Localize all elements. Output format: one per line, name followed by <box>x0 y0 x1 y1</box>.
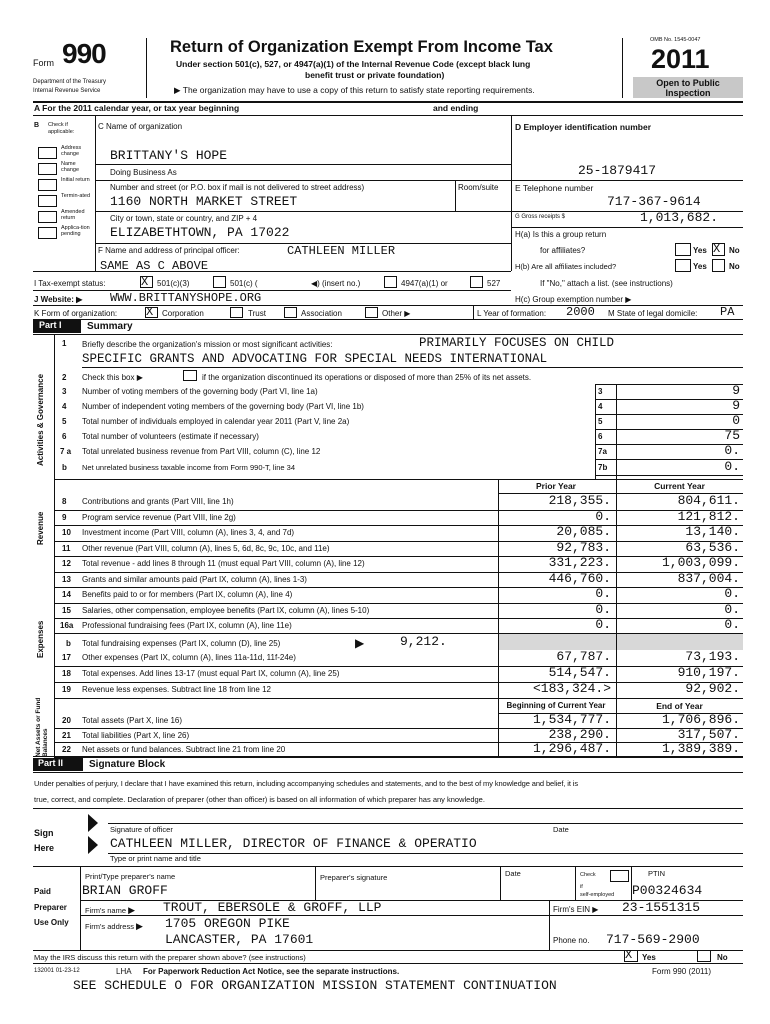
mission-line-2: SPECIFIC GRANTS AND ADVOCATING FOR SPECIAL NEEDS INTERNATIONAL <box>82 352 548 366</box>
city-label: City or town, state or country, and ZIP + 4 <box>110 214 258 223</box>
trust-label: Trust <box>248 309 266 318</box>
rule-c1 <box>95 164 511 165</box>
rev-current-3: 63,536. <box>685 539 740 555</box>
schedule-o-note: SEE SCHEDULE O FOR ORGANIZATION MISSION STATEMENT CONTINUATION <box>73 978 557 993</box>
preparer-label: Preparer <box>34 903 67 912</box>
rule-c3 <box>95 211 511 212</box>
rule-j <box>33 305 743 306</box>
phone-no-label: Phone no. <box>553 936 590 945</box>
firm-ein-label: Firm's EIN ▶ <box>553 905 599 914</box>
rule-c2 <box>95 180 511 181</box>
gov-line-value-1: 9 <box>732 398 740 413</box>
exp2-num-1: 18 <box>62 669 71 678</box>
gov-vline-2 <box>616 384 617 479</box>
irs-discuss-question: May the IRS discuss this return with the preparer shown above? (see instructions) <box>34 953 306 962</box>
form-word: Form <box>33 58 54 68</box>
rule-kl <box>473 305 474 319</box>
rule-prep-date <box>500 866 501 900</box>
fundraising-expenses: 9,212. <box>400 634 447 649</box>
gross-receipts-label: G Gross receipts $ <box>515 214 566 220</box>
rule-i <box>33 290 511 291</box>
header-divider-left <box>146 38 147 98</box>
exp-num-2: 15 <box>62 605 71 615</box>
ha-no-label: No <box>729 246 740 255</box>
gov-line-box-0: 3 <box>598 387 603 396</box>
exp2-rule-2 <box>54 698 743 699</box>
corporation-mark: X <box>146 305 154 319</box>
na-current-2: 1,389,389. <box>661 741 740 756</box>
line-2-num: 2 <box>62 373 67 382</box>
ptin-label: PTIN <box>648 869 666 878</box>
form-subtitle-2: benefit trust or private foundation) <box>305 70 445 80</box>
rev-current-2: 13,140. <box>685 524 740 539</box>
part-1-title: Summary <box>87 321 133 332</box>
gov-line-value-4: 0. <box>724 443 740 458</box>
line-l-label: L Year of formation: <box>477 309 547 318</box>
section-b-label-4: Amended return <box>61 209 85 221</box>
status-501c3-label: 501(c)(3) <box>157 279 190 288</box>
gov-line-num-0: 3 <box>62 387 67 396</box>
line-2-label-b: if the organization discontinued its operations or disposed of more than 25% of its net assets. <box>202 373 532 382</box>
na-label-2: Net assets or fund balances. Subtract line 21 from line 20 <box>82 745 286 754</box>
ha-label-2: for affiliates? <box>540 246 586 255</box>
rule-prep <box>80 866 81 950</box>
year-of-formation: 2000 <box>566 305 595 319</box>
hc-label: H(c) Group exemption number ▶ <box>515 295 632 304</box>
exp2-current-0: 73,193. <box>685 649 740 664</box>
perjury-text-1: Under penalties of perjury, I declare that I have examined this return, including accompanying schedules and statements, and to the best of my knowledge and belief, it is <box>34 779 579 788</box>
hb-no-checkbox[interactable] <box>712 259 725 272</box>
gov-line-box-2: 5 <box>598 417 603 426</box>
status-4947-label: 4947(a)(1) or <box>401 279 448 288</box>
exp2-current-1: 910,197. <box>677 665 740 680</box>
gov-line-num-3: 6 <box>62 432 67 441</box>
perjury-text-2: true, correct, and complete. Declaration of preparer (other than officer) is based on all information of which preparer has any knowledge. <box>34 795 485 804</box>
rule-d <box>511 180 743 181</box>
na-prior-0: 1,534,777. <box>532 712 611 727</box>
preparer-name: BRIAN GROFF <box>82 883 168 898</box>
rule-gov-end <box>54 479 743 480</box>
na-label-0: Total assets (Part X, line 16) <box>82 716 183 725</box>
status-527-checkbox[interactable] <box>470 276 483 288</box>
hb-yes-checkbox[interactable] <box>675 259 691 272</box>
website-value: WWW.BRITTANYSHOPE.ORG <box>110 291 262 305</box>
exp2-num-2: 19 <box>62 685 71 694</box>
rule-g <box>511 227 743 228</box>
firm-name: TROUT, EBERSOLE & GROFF, LLP <box>163 900 382 915</box>
na-current-0: 1,706,896. <box>661 712 740 727</box>
rev-current-4: 1,003,099. <box>661 555 740 570</box>
discuss-yes-mark: X <box>625 948 633 962</box>
rev-num-1: 9 <box>62 512 67 522</box>
rule-firm-ein <box>549 900 550 950</box>
rule-prep-sig <box>315 866 316 900</box>
firm-ein: 23-1551315 <box>622 900 701 915</box>
firm-name-label: Firm's name ▶ <box>85 905 136 915</box>
preparer-sig-label[interactable]: Preparer's signature <box>320 873 388 882</box>
gov-line-label-2: Total number of individuals employed in calendar year 2011 (Part V, line 2a) <box>82 417 350 426</box>
side-activities-governance: Activities & Governance <box>36 373 45 466</box>
website-label: J Website: ▶ <box>34 295 83 304</box>
rule-room <box>455 180 456 211</box>
side-expenses: Expenses <box>36 620 45 658</box>
association-label: Association <box>301 309 342 318</box>
dept-line-2: Internal Revenue Service <box>33 88 101 94</box>
rule-k <box>33 319 743 320</box>
paperwork-notice: For Paperwork Reduction Act Notice, see the separate instructions. <box>143 967 400 976</box>
preparer-name-label: Print/Type preparer's name <box>85 872 176 881</box>
rule-a <box>33 115 743 116</box>
rule-p1 <box>33 334 743 335</box>
gov-line-num-5: b <box>62 463 67 472</box>
line-1-num: 1 <box>62 339 67 348</box>
line-a-label: A For the 2011 calendar year, or tax year beginning <box>34 103 240 113</box>
exp-current-3: 0. <box>724 616 740 632</box>
form-subtitle-3: ▶ The organization may have to use a copy of this return to satisfy state reporting requirements. <box>174 85 535 95</box>
ha-label: H(a) Is this a group return <box>515 230 607 239</box>
status-501c3-mark: X <box>141 275 149 289</box>
street-label: Number and street (or P.O. box if mail is not delivered to street address) <box>110 183 365 192</box>
other-checkbox[interactable] <box>365 307 378 318</box>
line-k-label: K Form of organization: <box>34 309 118 318</box>
line-1-label: Briefly describe the organization's mission or most significant activities: <box>82 340 333 349</box>
exp-num-3: 16a <box>60 620 74 630</box>
ein-value: 25-1879417 <box>578 163 657 178</box>
ha-yes-label: Yes <box>693 246 707 255</box>
section-b-checkbox-1[interactable] <box>38 163 57 175</box>
if-label: if <box>580 884 583 890</box>
hb-yes-label: Yes <box>693 262 707 271</box>
status-501c-label: 501(c) ( <box>230 279 258 288</box>
section-b-label-3: Termin-ated <box>61 193 91 199</box>
other-label: Other ▶ <box>382 309 411 318</box>
part-2-tag: Part II <box>33 758 83 771</box>
side-revenue: Revenue <box>36 511 45 545</box>
rev-prior-1: 0. <box>595 508 611 524</box>
form-reference: Form 990 (2011) <box>652 967 711 976</box>
exp2-prior-1: 514,547. <box>548 665 611 680</box>
exp-rule-3 <box>54 633 743 634</box>
association-checkbox[interactable] <box>284 307 297 318</box>
status-527-label: 527 <box>487 279 501 288</box>
exp-label-0: Grants and similar amounts paid (Part IX, column (A), lines 1-3) <box>82 575 307 584</box>
sign-arrow-1 <box>88 814 98 832</box>
line-16b-shaded <box>498 634 743 650</box>
dba-label: Doing Business As <box>110 168 177 177</box>
exp-prior-1: 0. <box>595 586 611 602</box>
section-b-label-2: Initial return <box>61 177 90 183</box>
preparer-ptin: P00324634 <box>632 883 703 898</box>
rev-num-4: 12 <box>62 559 71 568</box>
ha-yes-checkbox[interactable] <box>675 243 691 256</box>
exp2-label-2: Revenue less expenses. Subtract line 18 from line 12 <box>82 685 271 694</box>
section-b-label: B <box>34 122 40 129</box>
gov-line-value-5: 0. <box>724 459 740 474</box>
city-state-zip: ELIZABETHTOWN, PA 17022 <box>110 225 290 240</box>
section-b-checkbox-3[interactable] <box>38 195 57 207</box>
line-2-label-a: Check this box ▶ <box>82 373 143 382</box>
header-divider-right <box>622 38 623 98</box>
use-only-label: Use Only <box>34 918 69 927</box>
discontinued-checkbox[interactable] <box>183 370 197 381</box>
rev-prior-0: 218,355. <box>548 493 611 508</box>
officer-name: CATHLEEN MILLER <box>287 244 396 258</box>
exp-num-0: 13 <box>62 575 71 584</box>
form-code: 132001 01-23-12 <box>34 968 80 974</box>
form-title: Return of Organization Exempt From Income Tax <box>170 38 553 56</box>
line-16b-num: b <box>66 639 71 648</box>
rev-label-2: Investment income (Part VIII, column (A), lines 3, 4, and 7d) <box>82 528 295 537</box>
section-b-checkbox-2[interactable] <box>38 179 57 191</box>
na-current-1: 317,507. <box>677 726 740 742</box>
here-label: Here <box>34 843 55 853</box>
paid-label: Paid <box>34 887 51 896</box>
hb-note: If "No," attach a list. (see instructions) <box>540 279 673 288</box>
rule-b <box>95 115 96 271</box>
check-if: Check if <box>48 122 68 128</box>
gov-line-value-0: 9 <box>732 383 740 398</box>
col-beginning: Beginning of Current Year <box>506 701 606 710</box>
rule-footer <box>33 963 743 964</box>
lha: LHA <box>116 967 132 976</box>
gov-line-num-1: 4 <box>62 402 67 411</box>
gov-line-label-0: Number of voting members of the governing body (Part VI, line 1a) <box>82 387 318 396</box>
section-b-label-0: Address change <box>61 145 82 157</box>
form-subtitle-1: Under section 501(c), 527, or 4947(a)(1) of the Internal Revenue Code (except black lung <box>176 59 531 69</box>
corporation-label: Corporation <box>162 309 204 318</box>
tax-year: 2011 <box>651 44 710 74</box>
rule-de <box>511 115 512 271</box>
applicable: applicable: <box>48 129 75 135</box>
gross-receipts-value: 1,013,682. <box>640 210 719 225</box>
firm-address-label: Firm's address ▶ <box>85 921 143 931</box>
inspection: Inspection <box>665 88 711 98</box>
exp-label-1: Benefits paid to or for members (Part IX, column (A), line 4) <box>82 590 293 600</box>
rev-num-0: 8 <box>62 497 67 506</box>
arrow-16b: ▶ <box>355 636 365 650</box>
exp2-label-1: Total expenses. Add lines 13-17 (must equal Part IX, column (A), line 25) <box>82 669 340 678</box>
sign-label: Sign <box>34 828 54 838</box>
rev-label-3: Other revenue (Part VIII, column (A), lines 5, 6d, 8c, 9c, 10c, and 11e) <box>82 543 330 553</box>
insert-no: ◀) (insert no.) <box>311 279 361 288</box>
line-i-label: I Tax-exempt status: <box>34 279 106 288</box>
exp-num-1: 14 <box>62 590 71 600</box>
mission-line-1: PRIMARILY FOCUSES ON CHILD <box>419 336 615 350</box>
preparer-phone: 717-569-2900 <box>606 932 700 947</box>
ha-no-mark: X <box>713 242 721 256</box>
col-prior-year: Prior Year <box>535 481 576 491</box>
line-m-label: M State of legal domicile: <box>608 309 698 318</box>
signature-of-officer-label: Signature of officer <box>110 825 173 834</box>
officer-address: SAME AS C ABOVE <box>100 259 209 273</box>
gov-line-box-4: 7a <box>598 447 607 456</box>
exp-current-2: 0. <box>724 601 740 617</box>
gov-rule-5 <box>595 475 743 476</box>
exp2-current-2: 92,902. <box>685 681 740 696</box>
status-4947-checkbox[interactable] <box>384 276 397 288</box>
section-b-label-5: Applica-tion pending <box>61 225 90 237</box>
section-b-checkbox-0[interactable] <box>38 147 57 159</box>
rev-prior-4: 331,223. <box>548 555 611 570</box>
gov-line-label-4: Total unrelated business revenue from Part VIII, column (C), line 12 <box>82 447 321 456</box>
officer-signature-line[interactable] <box>108 823 743 824</box>
exp-current-1: 0. <box>724 586 740 602</box>
discuss-no-label: No <box>717 953 728 962</box>
col-current-year: Current Year <box>654 481 705 491</box>
rule-p2 <box>33 772 743 773</box>
line-a-ending: and ending <box>433 103 479 113</box>
street-address: 1160 NORTH MARKET STREET <box>110 194 298 209</box>
self-employed-checkbox[interactable] <box>610 870 629 882</box>
exp-label-3: Professional fundraising fees (Part IX, column (A), line 11e) <box>82 620 292 630</box>
na-rule-2 <box>54 757 743 758</box>
open-to-public: Open to Public <box>656 78 720 88</box>
room-label: Room/suite <box>458 183 499 192</box>
section-e-label: E Telephone number <box>515 183 594 193</box>
gov-line-num-2: 5 <box>62 417 67 426</box>
officer-name-title: CATHLEEN MILLER, DIRECTOR OF FINANCE & OPERATIO <box>110 836 477 851</box>
gov-top <box>595 384 743 385</box>
trust-checkbox[interactable] <box>230 307 243 318</box>
rev-num-3: 11 <box>62 543 71 553</box>
check-label: Check <box>580 872 596 878</box>
sign-date-label: Date <box>553 825 569 834</box>
organization-name: BRITTANY'S HOPE <box>110 148 228 163</box>
na-num-1: 21 <box>62 730 71 740</box>
type-print-label: Type or print name and title <box>110 854 201 863</box>
na-label-1: Total liabilities (Part X, line 26) <box>82 730 190 740</box>
hb-no-label: No <box>729 262 740 271</box>
exp-label-2: Salaries, other compensation, employee benefits (Part IX, column (A), lines 5-10) <box>82 605 370 615</box>
section-b-checkbox-5[interactable] <box>38 227 57 239</box>
rule-name-title <box>108 853 743 854</box>
gov-line-value-2: 0 <box>732 413 740 428</box>
section-c-label: C Name of organization <box>98 122 183 131</box>
gov-line-num-4: 7 a <box>60 447 72 456</box>
part-1-tag: Part I <box>33 320 81 333</box>
form-number: 990 <box>62 38 106 69</box>
rule-l1 <box>82 367 743 368</box>
discuss-no-checkbox[interactable] <box>697 950 711 962</box>
rule-sign <box>33 866 743 867</box>
gov-line-box-3: 6 <box>598 432 603 441</box>
section-d-label: D Employer identification number <box>515 122 652 132</box>
col-end-of-year: End of Year <box>656 701 703 711</box>
rev-current-1: 121,812. <box>677 508 740 524</box>
gov-line-box-5: 7b <box>598 463 608 472</box>
preparer-date-label: Date <box>505 869 521 878</box>
exp-prior-0: 446,760. <box>548 571 611 586</box>
gov-line-label-1: Number of independent voting members of the governing body (Part VI, line 1b) <box>82 402 364 411</box>
side-net-assets: Net Assets or Fund Balances <box>35 697 49 757</box>
sign-arrow-2 <box>88 836 98 854</box>
exp2-num-0: 17 <box>62 653 71 662</box>
discuss-yes-label: Yes <box>642 953 656 962</box>
state-of-domicile: PA <box>720 305 735 319</box>
gov-line-value-3: 75 <box>724 428 740 443</box>
rule-perjury <box>33 808 743 809</box>
status-501c-checkbox[interactable] <box>213 276 226 288</box>
gov-line-box-1: 4 <box>598 402 603 411</box>
dept-line-1: Department of the Treasury <box>33 79 107 85</box>
exp-prior-3: 0. <box>595 616 611 632</box>
gov-line-label-5: Net unrelated business taxable income from Form 990-T, line 34 <box>82 463 296 472</box>
exp2-prior-0: 67,787. <box>556 649 611 664</box>
hb-label: H(b) Are all affiliates included? <box>515 262 617 271</box>
section-b-label-1: Name change <box>61 161 80 173</box>
na-num-2: 22 <box>62 745 71 754</box>
na-prior-2: 1,296,487. <box>532 741 611 756</box>
exp2-label-0: Other expenses (Part IX, column (A), lines 11a-11d, 11f-24e) <box>82 653 296 662</box>
section-b-checkbox-4[interactable] <box>38 211 57 223</box>
rev-label-4: Total revenue - add lines 8 through 11 (must equal Part VIII, column (A), line 12) <box>82 559 365 568</box>
money-vline-1 <box>498 479 499 756</box>
self-employed-label: self-employed <box>580 892 615 898</box>
rev-prior-2: 20,085. <box>556 524 611 539</box>
na-num-0: 20 <box>62 716 71 725</box>
rev-num-2: 10 <box>62 528 71 537</box>
gov-vline-1 <box>595 384 596 479</box>
rev-label-0: Contributions and grants (Part VIII, line 1h) <box>82 497 234 506</box>
telephone-value: 717-367-9614 <box>607 194 701 209</box>
money-vline-2 <box>616 479 617 756</box>
firm-address-1: 1705 OREGON PIKE <box>165 916 290 931</box>
exp-current-0: 837,004. <box>677 571 740 586</box>
rule-f <box>33 271 511 272</box>
line-16b-label: Total fundraising expenses (Part IX, column (D), line 25) <box>82 639 281 648</box>
rule-prep-check <box>575 866 576 900</box>
gov-line-label-3: Total number of volunteers (estimate if necessary) <box>82 432 259 441</box>
rev-current-0: 804,611. <box>677 493 740 508</box>
exp-prior-2: 0. <box>595 601 611 617</box>
rev-label-1: Program service revenue (Part VIII, line 2g) <box>82 512 236 522</box>
rule-side <box>54 334 55 756</box>
officer-label: F Name and address of principal officer: <box>98 246 240 255</box>
part-2-title: Signature Block <box>89 759 166 770</box>
na-prior-1: 238,290. <box>548 726 611 742</box>
rev-prior-3: 92,783. <box>556 539 611 555</box>
firm-address-2: LANCASTER, PA 17601 <box>165 932 314 947</box>
exp2-prior-2: <183,324.> <box>532 681 611 696</box>
omb-number: OMB No. 1545-0047 <box>650 37 701 43</box>
